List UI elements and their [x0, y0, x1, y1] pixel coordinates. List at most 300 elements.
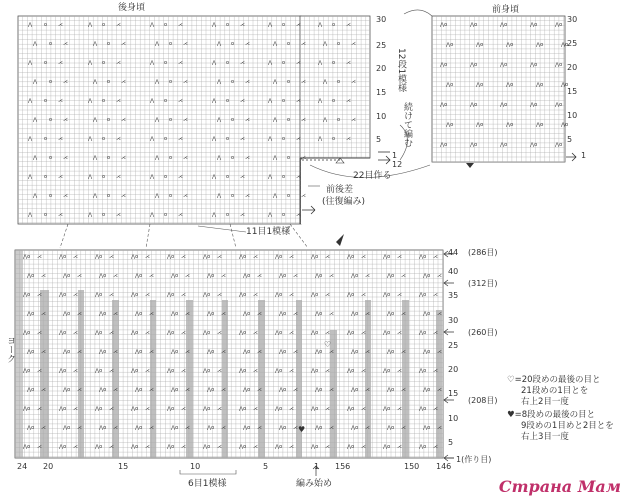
yoke-pattern-symbol: ⋌	[329, 349, 334, 355]
yoke-pattern-symbol: ⋌	[293, 387, 298, 393]
yoke-pattern-symbol: ⋀o	[383, 330, 391, 336]
back-pattern-symbol: ⋀	[212, 136, 217, 142]
yoke-pattern-symbol: ⋌	[113, 387, 118, 393]
yoke-pattern-symbol: ⋀o	[167, 368, 175, 374]
back-pattern-symbol: o	[107, 117, 111, 123]
back-pattern-symbol: ⋌	[58, 136, 63, 142]
back-pattern-symbol: o	[107, 155, 111, 161]
front-row-10: 10	[567, 111, 578, 120]
yoke-pattern-symbol: ⋀o	[27, 425, 35, 431]
yoke-pattern-symbol: ⋀o	[135, 349, 143, 355]
back-pattern-symbol: o	[332, 98, 336, 104]
yoke-pattern-symbol: ⋀o	[95, 292, 103, 298]
front-pattern-symbol: ⋀o	[555, 142, 563, 148]
back-pattern-symbol: ⋌	[296, 174, 301, 180]
back-pattern-symbol: ⋌	[296, 98, 301, 104]
stitch-count-312: (312目)	[468, 279, 498, 288]
yoke-pattern-symbol: ⋌	[221, 425, 226, 431]
yoke-pattern-symbol: ⋌	[361, 292, 366, 298]
yoke-pattern-symbol: ⋀o	[27, 273, 35, 279]
back-row-10: 10	[376, 112, 387, 121]
decrease-gray-column	[296, 300, 302, 458]
yoke-pattern-symbol: ⋌	[221, 349, 226, 355]
yoke-pattern-symbol: ⋀o	[135, 273, 143, 279]
back-pattern-symbol: ⋌	[58, 174, 63, 180]
connector-dashed-line	[290, 224, 308, 248]
back-pattern-symbol: ⋌	[116, 98, 121, 104]
yoke-pattern-symbol: ⋌	[37, 406, 42, 412]
yoke-pattern-symbol: ⋀o	[239, 292, 247, 298]
back-pattern-symbol: ⋌	[178, 22, 183, 28]
yoke-pattern-symbol: ⋌	[433, 444, 438, 450]
back-pattern-symbol: o	[337, 117, 341, 123]
yoke-pattern-symbol: ⋀o	[171, 349, 179, 355]
yoke-pattern-symbol: ⋌	[113, 311, 118, 317]
back-pattern-symbol: ⋌	[296, 136, 301, 142]
yoke-pattern-symbol: ⋀o	[423, 273, 431, 279]
back-pattern-symbol: ⋌	[346, 98, 351, 104]
back-pattern-symbol: o	[49, 155, 53, 161]
decrease-gray-column	[258, 300, 265, 458]
yoke-pattern-symbol: ⋀o	[239, 406, 247, 412]
yoke-pattern-symbol: ⋀o	[419, 406, 427, 412]
back-pattern-symbol: ⋀	[217, 117, 222, 123]
back-pattern-symbol: ⋀	[212, 22, 217, 28]
back-pattern-symbol: o	[287, 117, 291, 123]
yoke-col-5: 5	[263, 462, 269, 471]
yoke-pattern-symbol: ⋀o	[203, 292, 211, 298]
yoke-pattern-symbol: ⋌	[181, 368, 186, 374]
back-pattern-symbol: ⋀	[33, 193, 38, 199]
back-pattern-symbol: ⋀	[33, 79, 38, 85]
legend-heart-filled-line2: 9段めの1目めと2目とを	[521, 421, 614, 431]
front-pattern-symbol: ⋀o	[476, 82, 484, 88]
decrease-gray-column	[365, 300, 371, 458]
yoke-pattern-symbol: ⋀o	[59, 330, 67, 336]
yoke-pattern-symbol: ⋀o	[203, 330, 211, 336]
back-pattern-symbol: ⋀	[150, 174, 155, 180]
yoke-pattern-symbol: ⋀o	[419, 368, 427, 374]
yoke-pattern-symbol: ⋀o	[63, 311, 71, 317]
front-pattern-symbol: ⋀o	[536, 82, 544, 88]
back-pattern-symbol: ⋌	[240, 98, 245, 104]
back-pattern-symbol: o	[282, 174, 286, 180]
yoke-pattern-symbol: ⋌	[181, 444, 186, 450]
yoke-pattern-symbol: ⋌	[257, 387, 262, 393]
back-pattern-symbol: o	[332, 22, 336, 28]
yoke-pattern-symbol: ⋀o	[383, 292, 391, 298]
back-pattern-symbol: ⋌	[301, 41, 306, 47]
front-pattern-symbol: ⋀o	[561, 42, 569, 48]
yoke-pattern-symbol: ⋌	[293, 311, 298, 317]
back-pattern-symbol: ⋀	[217, 193, 222, 199]
front-pattern-symbol: ⋀o	[506, 82, 514, 88]
back-pattern-symbol: o	[102, 60, 106, 66]
front-pattern-symbol: ⋀o	[476, 42, 484, 48]
yoke-pattern-symbol: ⋀o	[167, 406, 175, 412]
front-corner-curve	[404, 10, 432, 16]
yoke-pattern-symbol: ⋀o	[167, 444, 175, 450]
back-pattern-symbol: o	[107, 79, 111, 85]
back-stitch-repeat-note: 11目1模様	[246, 227, 291, 237]
back-pattern-symbol: ⋀	[33, 41, 38, 47]
yoke-row-40: 40	[448, 267, 459, 276]
yoke-pattern-symbol: ⋌	[329, 387, 334, 393]
yoke-row-44: 44	[448, 248, 459, 257]
yoke-pattern-symbol: ⋀o	[207, 425, 215, 431]
back-pattern-symbol: o	[169, 117, 173, 123]
back-pattern-symbol: o	[226, 136, 230, 142]
back-pattern-symbol: ⋀	[273, 193, 278, 199]
front-panel-grid-frame	[432, 16, 565, 162]
stitch-count-208: (208目)	[468, 396, 498, 405]
yoke-pattern-symbol: ⋌	[109, 406, 114, 412]
back-pattern-symbol: ⋀	[268, 98, 273, 104]
back-pattern-symbol: ⋌	[178, 174, 183, 180]
yoke-pattern-symbol: ⋌	[365, 387, 370, 393]
yoke-repeat-note: 6目1模様	[188, 479, 227, 489]
legend-heart-outline	[507, 375, 601, 408]
front-pattern-symbol: ⋀o	[536, 42, 544, 48]
yoke-pattern-symbol: ⋌	[221, 387, 226, 393]
yoke-pattern-symbol: ⋌	[217, 330, 222, 336]
back-pattern-symbol: o	[102, 22, 106, 28]
back-pattern-symbol: ⋌	[178, 136, 183, 142]
yoke-row-20: 20	[448, 365, 459, 374]
back-pattern-symbol: ⋌	[351, 79, 356, 85]
back-pattern-symbol: o	[226, 98, 230, 104]
back-pattern-symbol: ⋌	[296, 60, 301, 66]
yoke-pattern-symbol: ⋌	[397, 444, 402, 450]
back-pattern-symbol: ⋀	[155, 79, 160, 85]
yoke-pattern-symbol: ⋌	[37, 254, 42, 260]
back-pattern-symbol: ⋌	[240, 174, 245, 180]
heart-filled-icon: ♥	[298, 425, 306, 434]
yoke-pattern-symbol: ⋀o	[59, 292, 67, 298]
yoke-pattern-symbol: ⋌	[37, 330, 42, 336]
yoke-pattern-symbol: ⋌	[401, 311, 406, 317]
front-panel-grid	[432, 16, 565, 162]
yoke-pattern-symbol: ⋀o	[243, 273, 251, 279]
legend-heart-filled	[507, 410, 614, 443]
yoke-pattern-symbol: ⋀o	[351, 387, 359, 393]
yoke-pattern-symbol: ⋀o	[347, 368, 355, 374]
back-pattern-symbol: ⋀	[273, 117, 278, 123]
yoke-pattern-symbol: ⋀o	[207, 349, 215, 355]
back-pattern-symbol: o	[49, 117, 53, 123]
back-pattern-symbol: ⋀	[318, 22, 323, 28]
yoke-pattern-symbol: ⋀o	[419, 444, 427, 450]
front-pattern-symbol: ⋀o	[530, 22, 538, 28]
back-pattern-symbol: ⋀	[150, 22, 155, 28]
front-row-30: 30	[567, 15, 578, 24]
yoke-pattern-symbol: ⋀o	[27, 387, 35, 393]
yoke-pattern-symbol: ⋀o	[279, 425, 287, 431]
yoke-pattern-symbol: ⋌	[145, 368, 150, 374]
back-pattern-symbol: ⋌	[121, 193, 126, 199]
back-pattern-symbol: o	[231, 79, 235, 85]
front-row-15: 15	[567, 87, 578, 96]
back-pattern-symbol: ⋌	[58, 60, 63, 66]
yoke-pattern-symbol: ⋀o	[171, 273, 179, 279]
diff-note-2: (往復編み)	[322, 197, 366, 207]
back-pattern-symbol: ⋀	[318, 60, 323, 66]
back-pattern-symbol: ⋌	[58, 22, 63, 28]
back-pattern-symbol: o	[44, 174, 48, 180]
back-pattern-symbol: ⋀	[268, 136, 273, 142]
yoke-pattern-symbol: ⋌	[397, 292, 402, 298]
yoke-row-5: 5	[448, 438, 454, 447]
back-pattern-symbol: o	[49, 41, 53, 47]
yoke-pattern-symbol: ⋌	[217, 292, 222, 298]
yoke-pattern-symbol: ⋀o	[131, 254, 139, 260]
back-pattern-symbol: o	[107, 193, 111, 199]
decrease-gray-column	[186, 300, 193, 458]
yoke-pattern-symbol: ⋌	[325, 254, 330, 260]
yoke-pattern-symbol: ⋀o	[351, 425, 359, 431]
back-repeat-note: 12段1模様	[396, 48, 406, 93]
yoke-pattern-symbol: ⋀o	[95, 444, 103, 450]
yoke-pattern-symbol: ⋌	[257, 311, 262, 317]
back-pattern-symbol: o	[332, 136, 336, 142]
back-pattern-symbol: o	[332, 60, 336, 66]
back-pattern-symbol: ⋌	[183, 193, 188, 199]
back-pattern-symbol: ⋀	[217, 155, 222, 161]
back-pattern-symbol: ⋀	[28, 60, 33, 66]
back-pattern-symbol: ⋌	[351, 117, 356, 123]
yoke-pattern-symbol: ⋌	[109, 254, 114, 260]
back-pattern-symbol: o	[102, 98, 106, 104]
back-pattern-symbol: ⋌	[116, 22, 121, 28]
yoke-pattern-symbol: ⋌	[149, 349, 154, 355]
back-pattern-symbol: o	[44, 212, 48, 218]
yoke-pattern-symbol: ⋀o	[207, 273, 215, 279]
back-pattern-symbol: ⋌	[63, 117, 68, 123]
back-pattern-symbol: ⋀	[318, 136, 323, 142]
yoke-pattern-symbol: ⋌	[41, 425, 46, 431]
back-pattern-symbol: ⋌	[116, 136, 121, 142]
yoke-pattern-symbol: ⋌	[181, 330, 186, 336]
back-pattern-symbol: ⋀	[323, 117, 328, 123]
yoke-pattern-symbol: ⋌	[293, 425, 298, 431]
back-pattern-symbol: ⋌	[301, 155, 306, 161]
yoke-pattern-symbol: ⋀o	[135, 425, 143, 431]
back-pattern-symbol: ⋌	[240, 136, 245, 142]
yoke-pattern-symbol: ⋀o	[203, 444, 211, 450]
yoke-pattern-symbol: ⋌	[365, 311, 370, 317]
back-pattern-symbol: o	[169, 41, 173, 47]
back-pattern-symbol: ⋌	[245, 117, 250, 123]
yoke-pattern-symbol: ⋌	[361, 368, 366, 374]
yoke-pattern-symbol: ⋌	[37, 444, 42, 450]
back-pattern-symbol: ⋌	[245, 79, 250, 85]
back-pattern-symbol: ⋀	[155, 41, 160, 47]
yoke-pattern-symbol: ⋀o	[27, 349, 35, 355]
decrease-gray-column	[222, 300, 228, 458]
yoke-pattern-symbol: ⋀o	[207, 387, 215, 393]
yoke-pattern-symbol: ⋌	[149, 311, 154, 317]
yoke-pattern-symbol: ⋌	[145, 444, 150, 450]
back-pattern-symbol: o	[44, 98, 48, 104]
back-pattern-symbol: o	[231, 193, 235, 199]
yoke-pattern-symbol: ⋀o	[387, 349, 395, 355]
yoke-row-25: 25	[448, 341, 459, 350]
front-pattern-symbol: ⋀o	[561, 82, 569, 88]
yoke-pattern-symbol: ⋀o	[203, 368, 211, 374]
center-arrow-icon	[378, 156, 390, 164]
back-pattern-symbol: ⋀	[273, 41, 278, 47]
back-pattern-symbol: ⋌	[240, 60, 245, 66]
legend-heart-outline-line3: 右上2目一度	[521, 397, 569, 407]
yoke-pattern-symbol: ⋌	[73, 254, 78, 260]
yoke-pattern-symbol: ⋌	[145, 330, 150, 336]
yoke-pattern-symbol: ⋌	[437, 273, 442, 279]
yoke-pattern-symbol: ⋀o	[131, 406, 139, 412]
center-arrow-1: 1	[392, 151, 398, 160]
yoke-pattern-symbol: ⋌	[437, 311, 442, 317]
yoke-pattern-symbol: ⋌	[109, 444, 114, 450]
back-pattern-symbol: o	[164, 212, 168, 218]
back-pattern-symbol: ⋌	[346, 136, 351, 142]
yoke-pattern-symbol: ⋌	[145, 292, 150, 298]
yoke-pattern-symbol: ⋀o	[95, 406, 103, 412]
back-pattern-symbol: o	[337, 41, 341, 47]
yoke-pattern-symbol: ⋌	[73, 330, 78, 336]
back-panel-title: 後身頃	[118, 3, 146, 13]
yoke-pattern-symbol: ⋌	[221, 273, 226, 279]
back-pattern-symbol: ⋌	[245, 155, 250, 161]
front-pattern-symbol: ⋀o	[500, 62, 508, 68]
yoke-pattern-symbol: ⋀o	[419, 254, 427, 260]
yoke-pattern-symbol: ⋌	[217, 444, 222, 450]
back-pattern-symbol: ⋌	[245, 193, 250, 199]
front-pattern-symbol: ⋀o	[555, 22, 563, 28]
yoke-pattern-symbol: ⋀o	[131, 368, 139, 374]
back-pattern-symbol: ⋌	[58, 212, 63, 218]
back-pattern-symbol: ⋌	[116, 212, 121, 218]
continue-note: 続けて編む	[402, 102, 412, 147]
back-pattern-symbol: ⋀	[212, 174, 217, 180]
watermark-logo: Страна Мам	[498, 477, 621, 496]
back-pattern-symbol: ⋀	[93, 117, 98, 123]
diff-note: 前後差	[326, 185, 354, 195]
stitch-count-260: (260目)	[468, 328, 498, 337]
yoke-col-24: 24	[17, 462, 28, 471]
yoke-pattern-symbol: ⋀o	[131, 444, 139, 450]
back-pattern-symbol: ⋀	[323, 79, 328, 85]
yoke-pattern-symbol: ⋌	[257, 273, 262, 279]
front-row-arrow-icon	[566, 153, 576, 161]
back-pattern-symbol: ⋀	[150, 98, 155, 104]
yoke-pattern-symbol: ⋀o	[99, 311, 107, 317]
yoke-row-10: 10	[448, 414, 459, 423]
yoke-pattern-symbol: ⋌	[401, 387, 406, 393]
yoke-row-arrow-icon	[444, 280, 454, 286]
yoke-pattern-symbol: ⋀o	[315, 349, 323, 355]
front-pattern-symbol: ⋀o	[555, 102, 563, 108]
yoke-pattern-symbol: ⋌	[397, 368, 402, 374]
yoke-pattern-symbol: ⋌	[361, 254, 366, 260]
back-pattern-symbol: o	[164, 60, 168, 66]
yoke-pattern-symbol: ⋌	[181, 406, 186, 412]
yoke-pattern-symbol: ⋀o	[311, 444, 319, 450]
back-pattern-symbol: ⋌	[351, 41, 356, 47]
yoke-pattern-symbol: ⋀o	[243, 311, 251, 317]
back-pattern-symbol: ⋀	[318, 98, 323, 104]
back-pattern-symbol: ⋀	[93, 79, 98, 85]
yoke-pattern-symbol: ⋌	[293, 349, 298, 355]
yoke-pattern-symbol: ⋌	[289, 444, 294, 450]
yoke-pattern-symbol: ⋀o	[243, 387, 251, 393]
yoke-pattern-symbol: ⋌	[361, 330, 366, 336]
back-pattern-symbol: o	[226, 60, 230, 66]
yoke-pattern-symbol: ⋌	[41, 311, 46, 317]
front-pattern-symbol: ⋀o	[446, 122, 454, 128]
yoke-pattern-symbol: ⋌	[217, 368, 222, 374]
yoke-pattern-symbol: ⋀o	[95, 330, 103, 336]
front-pattern-symbol: ⋀o	[500, 142, 508, 148]
yoke-pattern-symbol: ⋌	[41, 349, 46, 355]
back-pattern-symbol: ⋀	[150, 60, 155, 66]
yoke-pattern-symbol: ⋀o	[315, 387, 323, 393]
back-pattern-symbol: o	[226, 212, 230, 218]
back-pattern-symbol: ⋀	[268, 60, 273, 66]
yoke-col-156: 156	[335, 462, 351, 471]
yoke-pattern-symbol: ⋌	[185, 387, 190, 393]
back-pattern-symbol: ⋀	[88, 212, 93, 218]
front-pattern-symbol: ⋀o	[440, 22, 448, 28]
back-pattern-symbol: ⋌	[178, 98, 183, 104]
back-pattern-symbol: o	[107, 41, 111, 47]
front-row-20: 20	[567, 63, 578, 72]
back-pattern-symbol: o	[164, 98, 168, 104]
back-pattern-symbol: ⋌	[63, 79, 68, 85]
yoke-pattern-symbol: ⋀o	[135, 387, 143, 393]
back-pattern-symbol: o	[226, 174, 230, 180]
back-pattern-symbol: ⋀	[150, 212, 155, 218]
yoke-pattern-symbol: ⋌	[73, 292, 78, 298]
cast-on-note: 22目作る	[353, 171, 392, 181]
yoke-pattern-symbol: ⋌	[365, 349, 370, 355]
yoke-pattern-symbol: ⋀o	[95, 254, 103, 260]
decrease-gray-column	[402, 300, 409, 458]
yoke-pattern-symbol: ⋌	[361, 406, 366, 412]
yoke-pattern-symbol: ⋀o	[383, 406, 391, 412]
back-pattern-symbol: ⋌	[346, 60, 351, 66]
yoke-pattern-symbol: ⋀o	[275, 406, 283, 412]
back-pattern-symbol: ⋀	[273, 155, 278, 161]
back-pattern-symbol: ⋀	[155, 155, 160, 161]
front-pattern-symbol: ⋀o	[530, 142, 538, 148]
yoke-pattern-symbol: ⋌	[325, 330, 330, 336]
back-pattern-symbol: o	[44, 60, 48, 66]
yoke-pattern-symbol: ⋀o	[99, 349, 107, 355]
yoke-pattern-symbol: ⋀o	[99, 273, 107, 279]
yoke-pattern-symbol: ⋀o	[59, 368, 67, 374]
back-pattern-symbol: ⋀	[155, 193, 160, 199]
yoke-pattern-symbol: ⋀o	[311, 406, 319, 412]
yoke-pattern-symbol: ⋌	[113, 349, 118, 355]
yoke-pattern-symbol: ⋌	[109, 368, 114, 374]
back-pattern-symbol: ⋌	[301, 117, 306, 123]
yoke-pattern-symbol: ⋌	[221, 311, 226, 317]
yoke-pattern-symbol: ⋌	[361, 444, 366, 450]
back-pattern-symbol: o	[102, 136, 106, 142]
front-pattern-symbol: ⋀o	[506, 42, 514, 48]
yoke-pattern-symbol: ⋌	[397, 330, 402, 336]
back-pattern-symbol: ⋀	[150, 136, 155, 142]
yoke-pattern-symbol: ⋌	[397, 406, 402, 412]
